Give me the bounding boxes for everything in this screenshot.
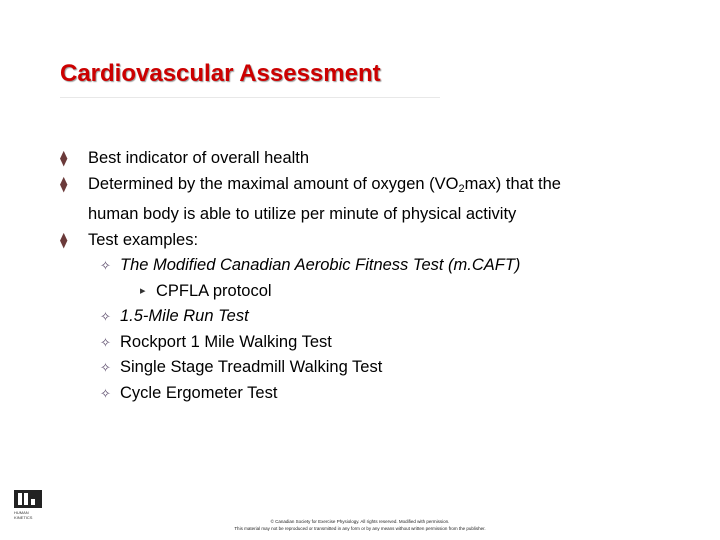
four-point-star-bullet-icon: ✧ <box>100 360 111 375</box>
bullet-text: Test examples: <box>88 230 199 249</box>
four-point-star-bullet-icon: ✧ <box>100 258 111 273</box>
publisher-logo <box>14 490 42 522</box>
four-point-star-bullet-icon: ✧ <box>100 309 111 324</box>
logo-mark-icon <box>14 490 42 508</box>
bullet-item <box>60 172 660 203</box>
bullet-text: Determined by the maximal amount of oxygen $(VO_2\max)$ that the <box>88 174 561 195</box>
logo-text: HUMAN KINETICS <box>14 510 33 520</box>
bullet-text: Best indicator of overall health <box>88 149 310 167</box>
triangle-arrow-bullet-icon: ▸ <box>140 284 146 297</box>
sub-bullet-text: Cycle Ergometer Test <box>120 383 278 402</box>
slide-body <box>60 146 660 406</box>
sub-bullet-item <box>60 381 660 407</box>
slide-title: Cardiovascular Assessment <box>60 60 381 87</box>
sub-bullet-text: 1.5-Mile Run Test <box>120 307 249 325</box>
diamond-bullet-icon: ⧫ <box>60 150 68 167</box>
copyright-line: © Canadian Society for Exercise Physiology. All rights reserved. Modified with permission. <box>270 519 450 524</box>
sub-bullet-item <box>60 355 660 381</box>
sub-sub-bullet-item <box>60 279 660 305</box>
sub-sub-bullet-text: CPFLA protocol <box>156 281 272 300</box>
diamond-bullet-icon: ⧫ <box>60 175 68 193</box>
bullet-item <box>60 228 660 254</box>
bullet-item <box>60 146 660 172</box>
sub-bullet-text: Single Stage Treadmill Walking Test <box>120 358 383 376</box>
bullet-continuation: human body is able to utilize per minute of physical activity <box>88 205 517 223</box>
copyright-footer <box>100 518 620 532</box>
sub-bullet-item <box>60 330 660 356</box>
sub-bullet-text: The Modified Canadian Aerobic Fitness Test (m.CAFT) <box>120 256 521 274</box>
diamond-bullet-icon: ⧫ <box>60 231 68 249</box>
four-point-star-bullet-icon: ✧ <box>100 385 111 401</box>
title-divider <box>60 97 440 98</box>
copyright-line: This material may not be reproduced or transmitted in any form or by any means without written permission from the publisher. <box>234 526 486 531</box>
sub-bullet-item <box>60 304 660 330</box>
four-point-star-bullet-icon: ✧ <box>100 334 111 350</box>
sub-bullet-text: Rockport 1 Mile Walking Test <box>120 332 332 351</box>
sub-bullet-item <box>60 253 660 279</box>
